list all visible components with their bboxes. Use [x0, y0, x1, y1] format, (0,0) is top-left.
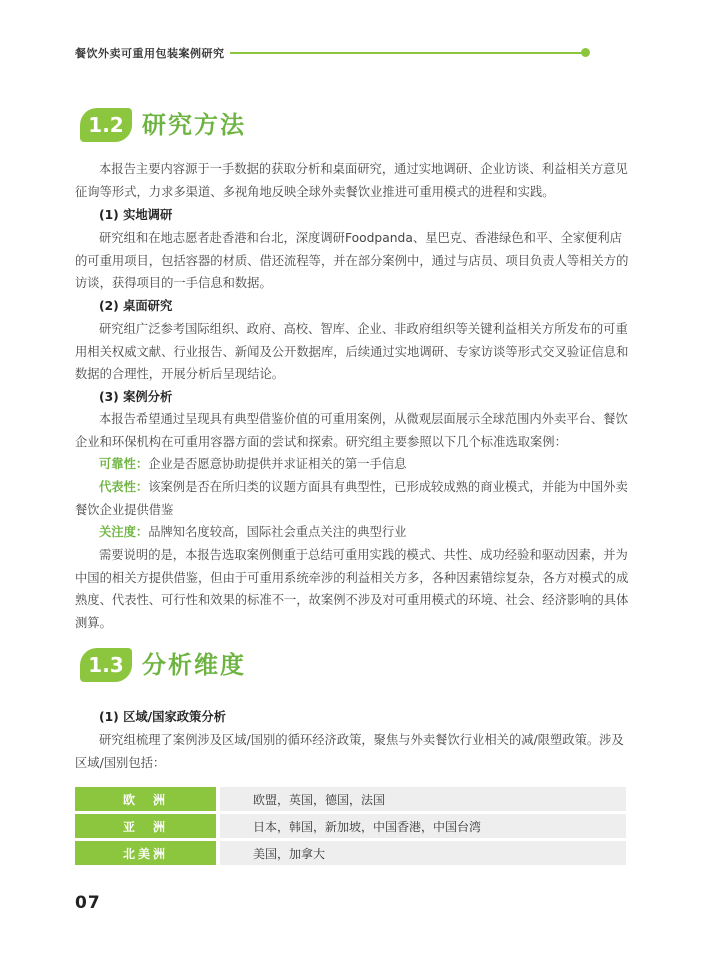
header-title: 餐饮外卖可重用包装案例研究 — [75, 47, 225, 60]
section-number-badge: 1.3 — [80, 648, 132, 682]
page-header — [75, 44, 590, 62]
region-table — [75, 784, 626, 868]
desk-research-paragraph: 研究组广泛参考国际组织、政府、高校、智库、企业、非政府组织等关键利益相关方所发布的可重用相关权威文献、行业报告、新闻及公开数据库，后续通过实地调研、专家访谈等形式交叉验证信息和数据的合理性，开展分析后呈现结论。 — [75, 322, 629, 382]
criteria-text: 企业是否愿意协助提供并求证相关的第一手信息 — [148, 457, 407, 471]
header-divider-line — [230, 52, 584, 54]
intro-paragraph: 本报告主要内容源于一手数据的获取分析和桌面研究，通过实地调研、企业访谈、利益相关方意见征询等形式，力求多渠道、多视角地反映全球外卖餐饮业推进可重用模式的进程和实践。 — [75, 162, 628, 199]
section-number-badge: 1.2 — [80, 108, 132, 142]
table-row — [75, 841, 626, 865]
criteria-attention — [75, 521, 630, 544]
criteria-text: 该案例是否在所归类的议题方面具有典型性，已形成较成熟的商业模式，并能为中国外卖餐饮企业提供借鉴 — [75, 480, 628, 517]
section-title: 研究方法 — [142, 111, 246, 139]
criteria-text: 品牌知名度较高，国际社会重点关注的典型行业 — [148, 525, 407, 539]
header-divider-dot — [581, 48, 590, 57]
case-analysis-paragraph: 本报告希望通过呈现具有典型借鉴价值的可重用案例，从微观层面展示全球范围内外卖平台、餐饮企业和环保机构在可重用容器方面的尝试和探索。研究组主要参照以下几个标准选取案例： — [75, 412, 628, 449]
region-name-cell: 亚 洲 — [75, 814, 216, 838]
policy-analysis-heading: (1) 区域/国家政策分析 — [99, 710, 226, 724]
note-paragraph: 需要说明的是，本报告选取案例侧重于总结可重用实践的模式、共性、成功经验和驱动因素，并为中国的相关方提供借鉴，但由于可重用系统牵涉的利益相关方多，各种因素错综复杂，各方对模式的成熟度、代表性、可行性和效果的标准不一，故案例不涉及对可重用模式的环境、社会、经济影响的具体测算。 — [75, 548, 629, 630]
region-countries-cell: 美国，加拿大 — [220, 841, 626, 865]
case-analysis-heading: (3) 案例分析 — [99, 390, 173, 404]
region-name-cell: 北美洲 — [75, 841, 216, 865]
criteria-representativeness — [75, 476, 630, 521]
region-countries-cell: 日本，韩国，新加坡，中国香港，中国台湾 — [220, 814, 626, 838]
field-research-heading: (1) 实地调研 — [99, 208, 173, 222]
policy-analysis-paragraph: 研究组梳理了案例涉及区域/国别的循环经济政策，聚焦与外卖餐饮行业相关的减/限塑政策。涉及区域/国别包括： — [75, 733, 624, 770]
criteria-label: 可靠性： — [99, 457, 149, 471]
table-row — [75, 787, 626, 811]
table-row — [75, 814, 626, 838]
desk-research-heading: (2) 桌面研究 — [99, 299, 173, 313]
field-research-paragraph: 研究组和在地志愿者赴香港和台北，深度调研Foodpanda、星巴克、香港绿色和平、全家便利店的可重用项目，包括容器的材质、借还流程等，并在部分案例中，通过与店员、项目负责人等相关方的访谈，获得项目的一手信息和数据。 — [75, 231, 629, 291]
page-number: 07 — [75, 893, 101, 913]
region-name-cell: 欧 洲 — [75, 787, 216, 811]
criteria-label: 代表性： — [99, 480, 149, 494]
criteria-label: 关注度： — [99, 525, 149, 539]
region-countries-cell: 欧盟，英国，德国，法国 — [220, 787, 626, 811]
criteria-reliability — [75, 453, 630, 476]
section-title: 分析维度 — [142, 651, 246, 679]
